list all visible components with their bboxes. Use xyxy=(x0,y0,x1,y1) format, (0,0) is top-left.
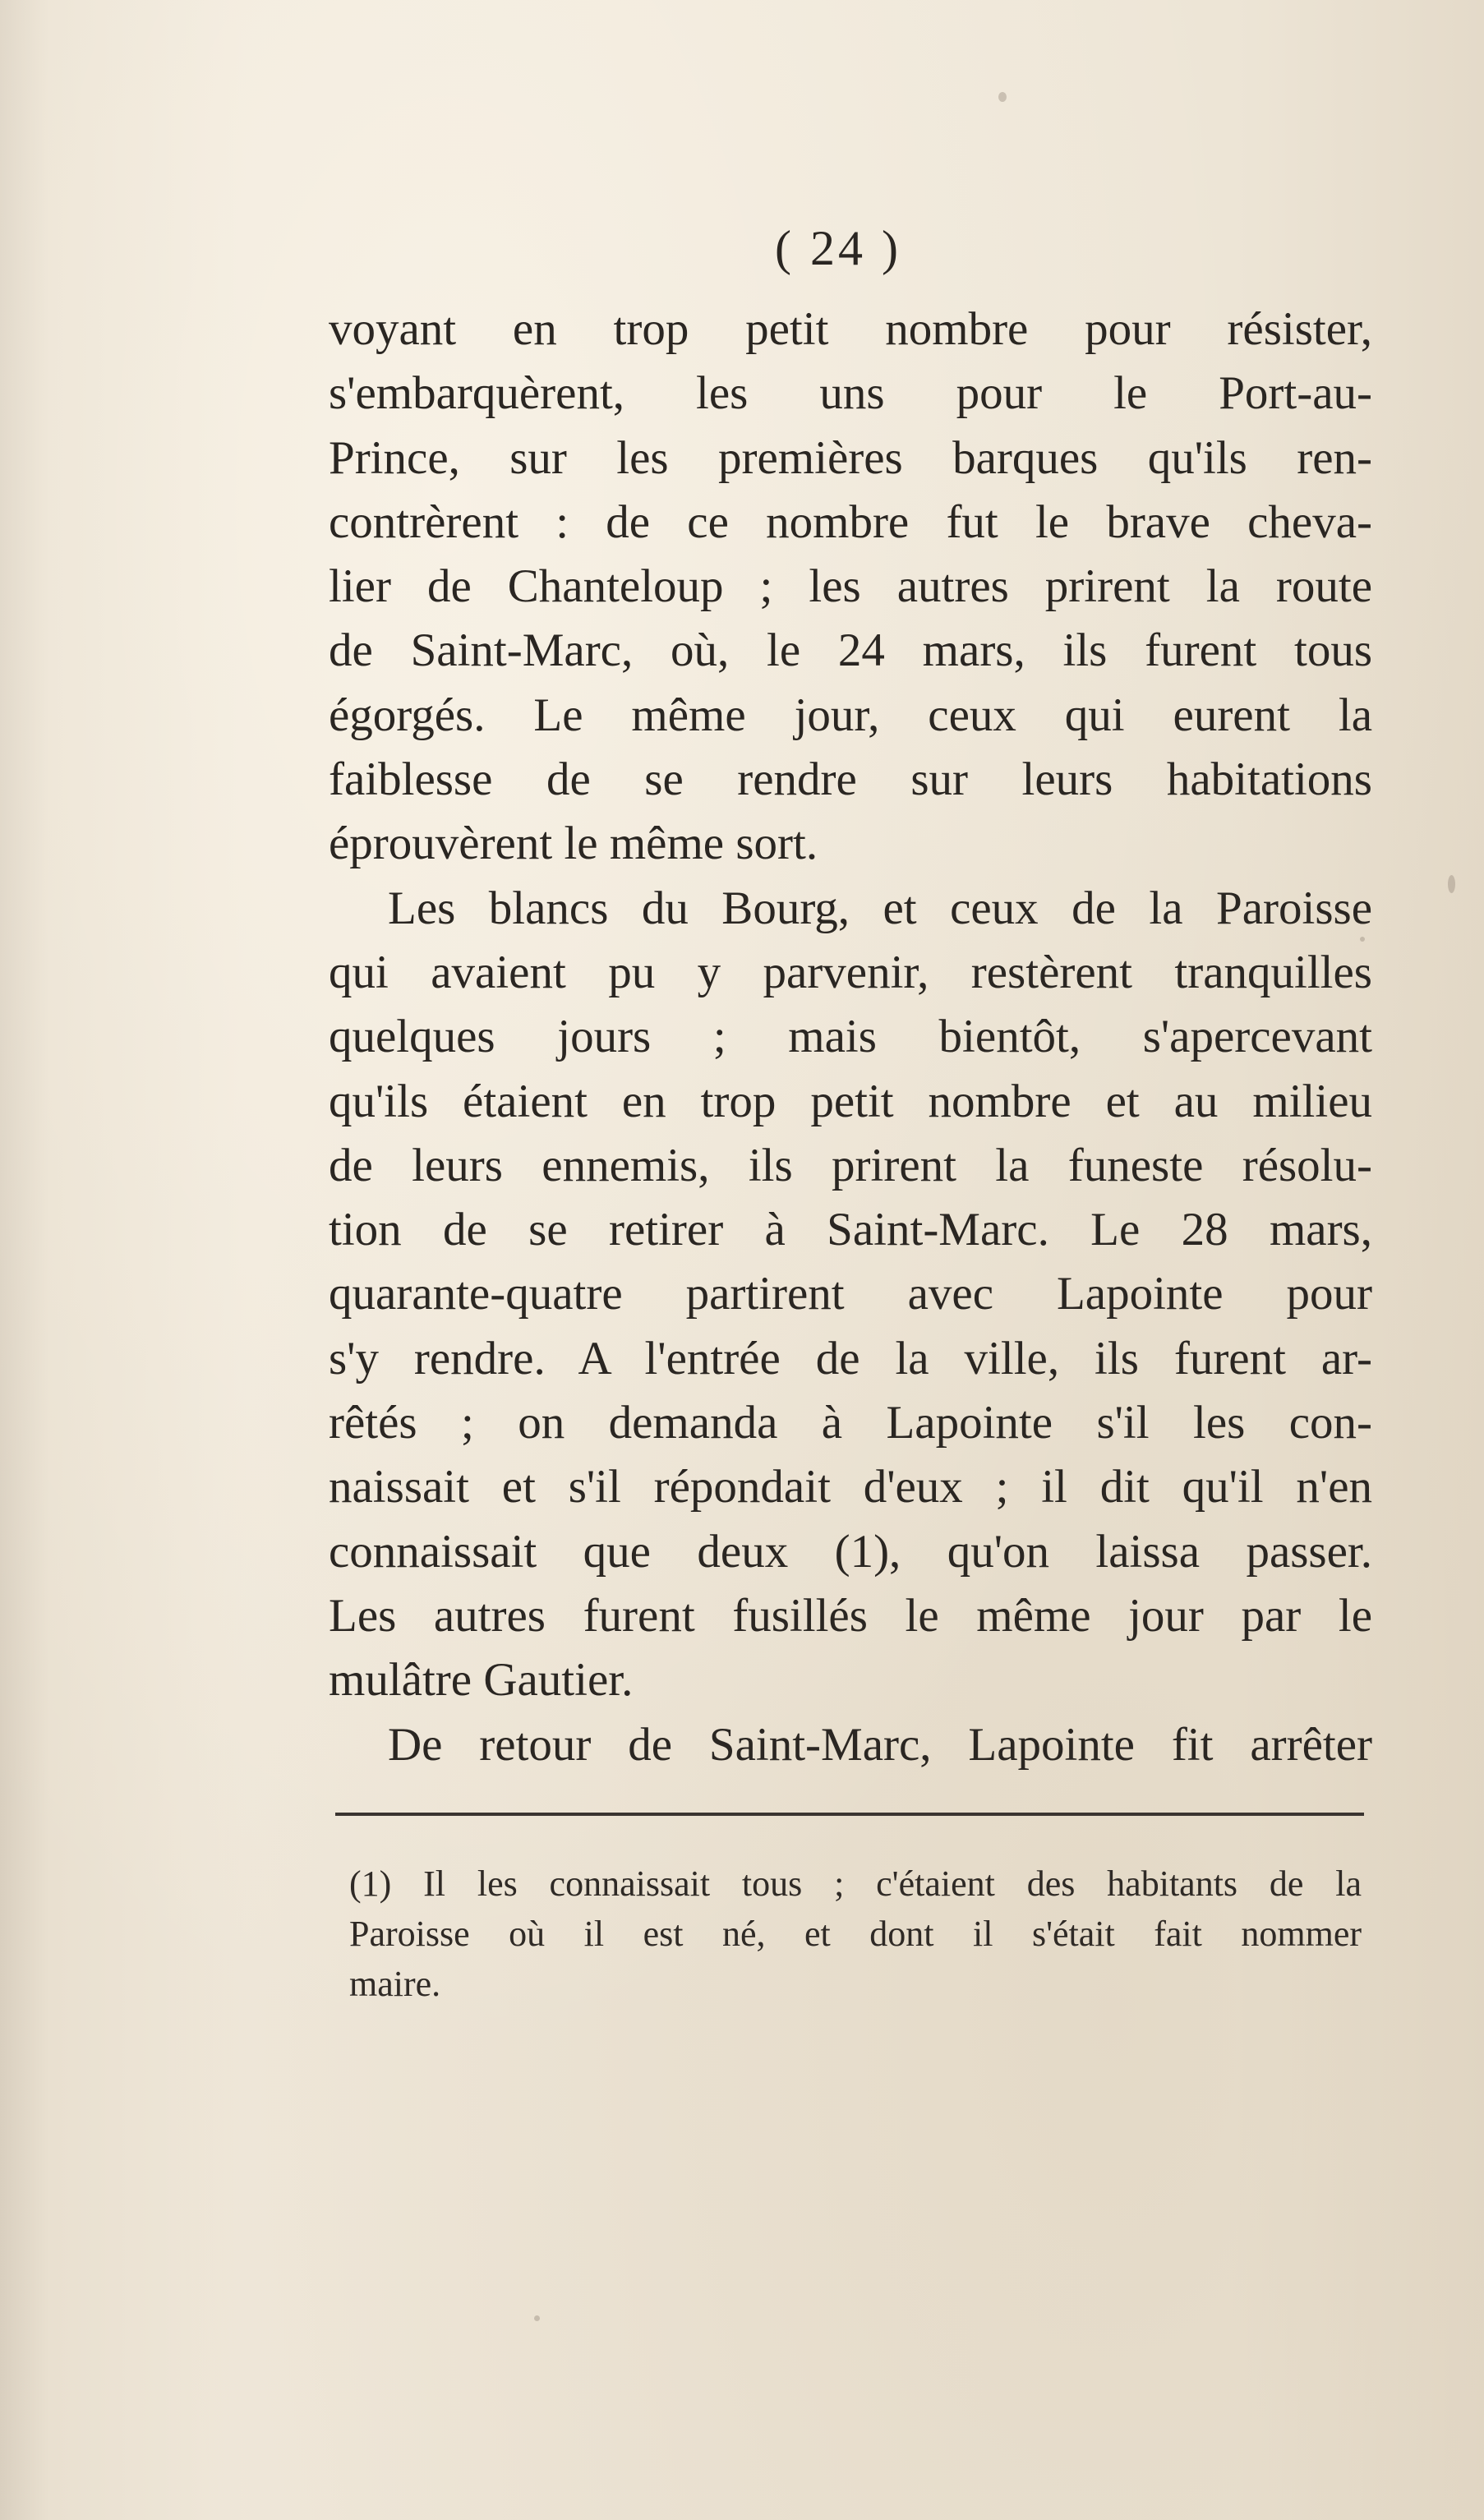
text-line: Les autres furent fusillés le même jour par le xyxy=(329,1589,1372,1642)
footnote-line: (1) Il les connaissait tous ; c'étaient des habitants de la xyxy=(349,1864,1362,1904)
text-line: connaissait que deux (1), qu'on laissa passer. xyxy=(329,1525,1372,1578)
text-line: rêtés ; on demanda à Lapointe s'il les con- xyxy=(329,1397,1372,1449)
text-line: de Saint-Marc, où, le 24 mars, ils furent tous xyxy=(329,624,1372,677)
text-line: qui avaient pu y parvenir, restèrent tranquilles xyxy=(329,946,1372,998)
page-number: ( 24 ) xyxy=(775,221,901,275)
text-line: naissait et s'il répondait d'eux ; il dit qu'il n'en xyxy=(329,1461,1372,1513)
text-line: tion de se retirer à Saint-Marc. Le 28 mars, xyxy=(329,1204,1372,1256)
text-line: quelques jours ; mais bientôt, s'apercevant xyxy=(329,1011,1372,1063)
text-line: éprouvèrent le même sort. xyxy=(329,818,818,870)
text-line: s'y rendre. A l'entrée de la ville, ils furent ar- xyxy=(329,1332,1372,1384)
text-line: lier de Chanteloup ; les autres prirent la route xyxy=(329,560,1372,613)
footnote xyxy=(349,1859,1362,2009)
text-line: Prince, sur les premières barques qu'ils ren- xyxy=(329,431,1372,484)
text-line: contrèrent : de ce nombre fut le brave cheva- xyxy=(329,495,1372,548)
text-line: Les blancs du Bourg, et ceux de la Paroisse xyxy=(388,882,1372,934)
text-line: faiblesse de se rendre sur leurs habitations xyxy=(329,753,1372,806)
paper-spot xyxy=(534,2315,540,2321)
text-line: égorgés. Le même jour, ceux qui eurent la xyxy=(329,689,1372,741)
text-line: quarante-quatre partirent avec Lapointe pour xyxy=(329,1268,1372,1320)
footnote-line: maire. xyxy=(349,1964,441,2004)
body-text xyxy=(329,297,1372,1777)
text-line: s'embarquèrent, les uns pour le Port-au- xyxy=(329,367,1372,420)
text-line: De retour de Saint-Marc, Lapointe fit arrêter xyxy=(388,1718,1372,1771)
text-line: de leurs ennemis, ils prirent la funeste résolu- xyxy=(329,1139,1372,1191)
text-line: voyant en trop petit nombre pour résister, xyxy=(329,303,1372,355)
text-line: mulâtre Gautier. xyxy=(329,1654,634,1707)
paper-spot xyxy=(1448,875,1455,893)
footnote-rule xyxy=(335,1813,1364,1816)
footnote-line: Paroisse où il est né, et dont il s'était fait nommer xyxy=(349,1914,1362,1954)
text-line: qu'ils étaient en trop petit nombre et au milieu xyxy=(329,1075,1372,1127)
paper-spot xyxy=(998,92,1007,102)
